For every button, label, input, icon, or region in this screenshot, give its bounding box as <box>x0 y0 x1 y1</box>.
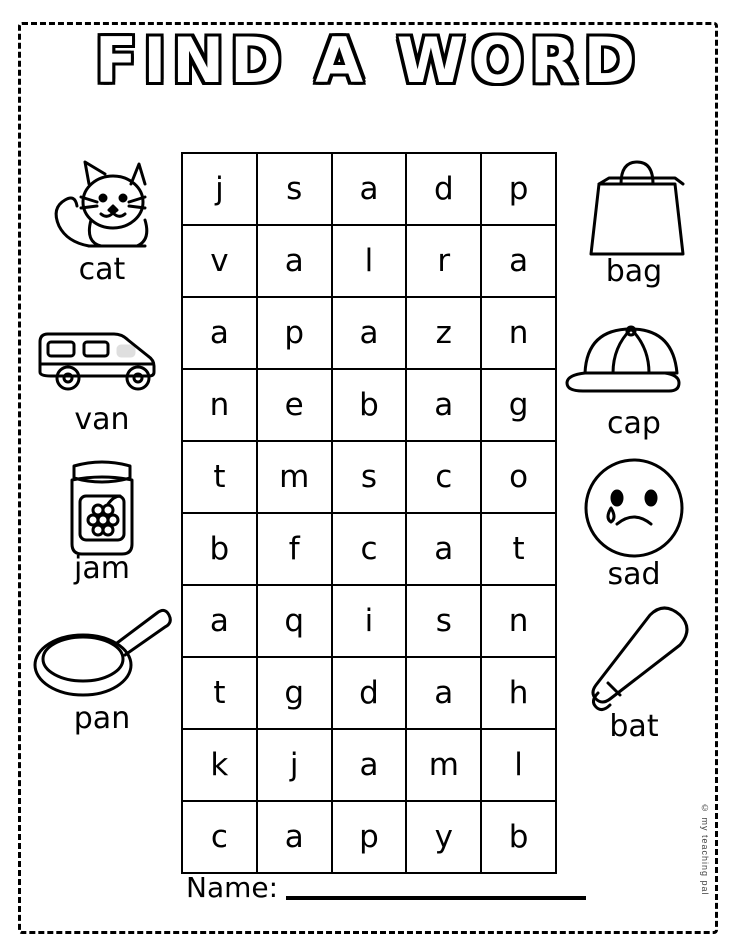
name-field-row <box>186 871 586 904</box>
word-label: bat <box>609 708 659 744</box>
grid-cell[interactable]: b <box>182 513 257 585</box>
word-item-bat <box>554 605 714 743</box>
word-item-cat <box>22 150 182 286</box>
grid-cell[interactable]: a <box>406 513 481 585</box>
grid-cell[interactable]: n <box>481 585 556 657</box>
grid-cell[interactable]: a <box>332 729 407 801</box>
grid-cell[interactable]: a <box>257 225 332 297</box>
word-label: bag <box>605 254 663 289</box>
grid-cell[interactable]: k <box>182 729 257 801</box>
grid-cell[interactable]: s <box>406 585 481 657</box>
grid-cell[interactable]: t <box>481 513 556 585</box>
grid-cell[interactable]: d <box>406 153 481 225</box>
grid-cell[interactable]: c <box>406 441 481 513</box>
grid-cell[interactable]: h <box>481 657 556 729</box>
grid-cell[interactable]: v <box>182 225 257 297</box>
word-item-pan <box>22 599 182 735</box>
grid-cell[interactable]: p <box>481 153 556 225</box>
grid-cell[interactable]: n <box>182 369 257 441</box>
word-label: cat <box>78 252 126 287</box>
word-item-van <box>22 300 182 436</box>
grid-cell[interactable]: c <box>332 513 407 585</box>
grid-cell[interactable]: y <box>406 801 481 873</box>
grid-cell[interactable]: z <box>406 297 481 369</box>
grid-cell[interactable]: o <box>481 441 556 513</box>
grid-row <box>182 441 556 513</box>
grid-cell[interactable]: a <box>182 585 257 657</box>
name-label: Name: <box>186 871 279 904</box>
grid-cell[interactable]: g <box>481 369 556 441</box>
grid-row <box>182 729 556 801</box>
grid-cell[interactable]: a <box>481 225 556 297</box>
grid-row <box>182 153 556 225</box>
grid-cell[interactable]: p <box>332 801 407 873</box>
grid-cell[interactable]: n <box>481 297 556 369</box>
baseball-cap-icon <box>554 302 714 412</box>
jam-jar-icon <box>22 449 182 557</box>
word-item-jam <box>22 449 182 585</box>
name-input-line[interactable] <box>286 890 586 900</box>
grid-cell[interactable]: j <box>182 153 257 225</box>
grid-cell[interactable]: d <box>332 657 407 729</box>
word-label: van <box>74 401 130 437</box>
grid-row <box>182 513 556 585</box>
word-label: cap <box>607 405 661 441</box>
grid-cell[interactable]: b <box>481 801 556 873</box>
frying-pan-icon <box>22 599 182 707</box>
grid-cell[interactable]: m <box>257 441 332 513</box>
page-title <box>0 24 736 97</box>
grid-cell[interactable]: m <box>406 729 481 801</box>
grid-cell[interactable]: a <box>257 801 332 873</box>
sad-face-icon <box>554 453 714 563</box>
page-title-text: FIND A WORD <box>94 24 642 97</box>
right-word-column <box>554 150 714 756</box>
grid-row <box>182 657 556 729</box>
grid-cell[interactable]: a <box>406 369 481 441</box>
grid-cell[interactable]: p <box>257 297 332 369</box>
grid-cell[interactable]: a <box>332 297 407 369</box>
grid-row <box>182 369 556 441</box>
grid-row <box>182 297 556 369</box>
grid-cell[interactable]: a <box>182 297 257 369</box>
grid-cell[interactable]: a <box>406 657 481 729</box>
grid-cell[interactable]: s <box>257 153 332 225</box>
grid-cell[interactable]: t <box>182 441 257 513</box>
grid-cell[interactable]: t <box>182 657 257 729</box>
credit-text: © my teaching pal <box>700 803 710 896</box>
grid-cell[interactable]: b <box>332 369 407 441</box>
van-icon <box>22 300 182 408</box>
word-search-grid[interactable] <box>181 152 557 874</box>
grid-cell[interactable]: q <box>257 585 332 657</box>
shopping-bag-icon <box>554 150 714 260</box>
grid-cell[interactable]: l <box>481 729 556 801</box>
grid-cell[interactable]: j <box>257 729 332 801</box>
grid-row <box>182 585 556 657</box>
grid-cell[interactable]: g <box>257 657 332 729</box>
grid-cell[interactable]: e <box>257 369 332 441</box>
word-item-bag <box>554 150 714 288</box>
word-item-sad <box>554 453 714 591</box>
grid-cell[interactable]: f <box>257 513 332 585</box>
word-label: pan <box>73 700 131 736</box>
grid-cell[interactable]: r <box>406 225 481 297</box>
grid-cell[interactable]: a <box>332 153 407 225</box>
grid-row <box>182 801 556 873</box>
word-label: jam <box>74 551 130 586</box>
grid-cell[interactable]: l <box>332 225 407 297</box>
cat-icon <box>22 150 182 258</box>
grid-row <box>182 225 556 297</box>
word-item-cap <box>554 302 714 440</box>
baseball-bat-icon <box>554 605 714 715</box>
grid-cell[interactable]: c <box>182 801 257 873</box>
left-word-column <box>22 150 182 748</box>
grid-cell[interactable]: s <box>332 441 407 513</box>
word-label: sad <box>607 557 661 592</box>
grid-cell[interactable]: i <box>332 585 407 657</box>
